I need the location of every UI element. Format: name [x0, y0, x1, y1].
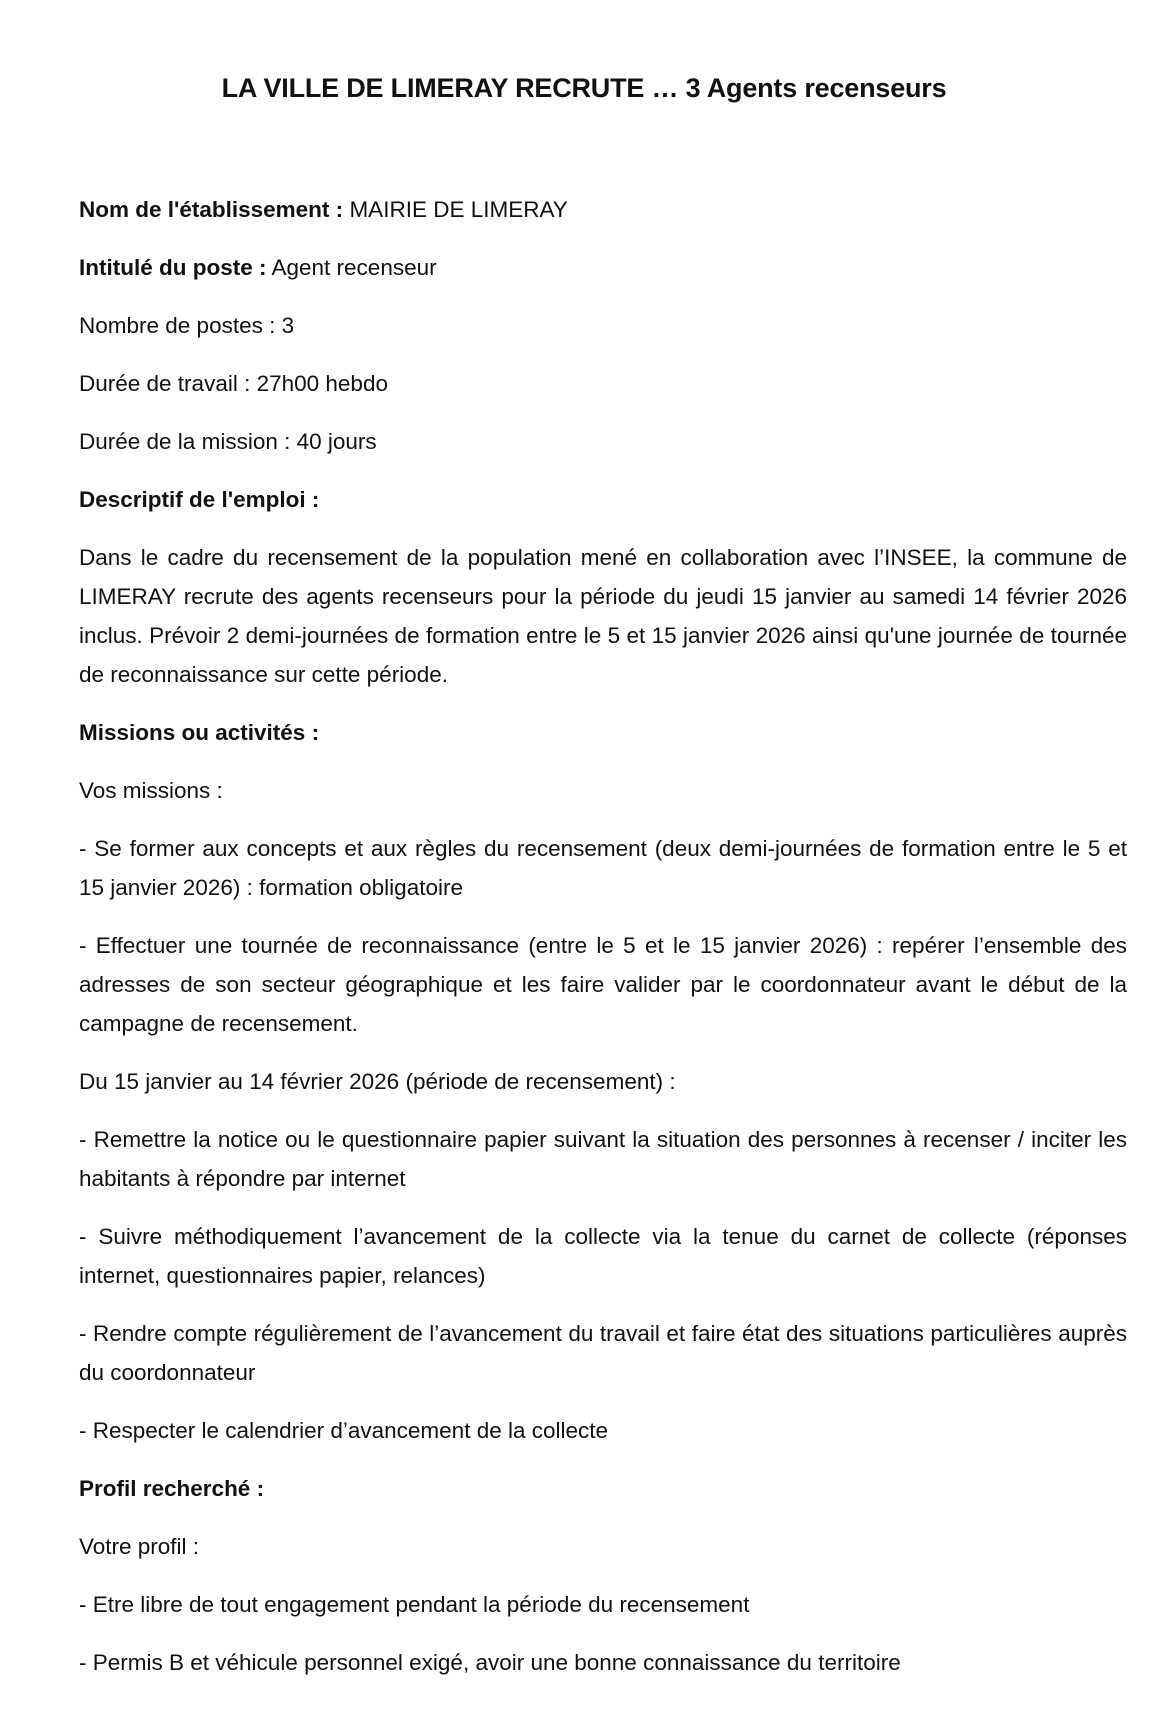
mission-item: - Effectuer une tournée de reconnaissance (entre le 5 et le 15 janvier 2026) : repérer l’ensemble des adresses de son secteur géographique et les faire valider par le coordonnateur avant le début de la campagne de recensement. — [79, 933, 1127, 1036]
field-label: Intitulé du poste : — [79, 255, 267, 280]
descriptif-paragraph: Dans le cadre du recensement de la population mené en collaboration avec l’INSEE, la commune de LIMERAY recrute des agents recenseurs pour la période du jeudi 15 janvier au samedi 14 février 2026 inclus. Prévoir 2 demi-journées de formation entre le 5 et 15 janvier 2026 ainsi qu'une journée de tournée de reconnaissance sur cette période. — [79, 545, 1127, 687]
mission-item: - Suivre méthodiquement l’avancement de la collecte via la tenue du carnet de collecte (réponses internet, questionnaires papier, relances) — [79, 1224, 1127, 1288]
field-nombre-postes: Nombre de postes : 3 — [79, 313, 295, 338]
missions-period: Du 15 janvier au 14 février 2026 (période de recensement) : — [79, 1069, 676, 1094]
section-heading-descriptif: Descriptif de l'emploi : — [79, 487, 320, 512]
field-value: Agent recenseur — [271, 255, 437, 280]
profil-intro: Votre profil : — [79, 1534, 200, 1559]
field-duree-mission: Durée de la mission : 40 jours — [79, 429, 377, 454]
section-heading-missions: Missions ou activités : — [79, 720, 320, 745]
field-value: MAIRIE DE LIMERAY — [349, 197, 568, 222]
mission-item: - Remettre la notice ou le questionnaire papier suivant la situation des personnes à recenser / inciter les habitants à répondre par internet — [79, 1127, 1127, 1191]
field-label: Nom de l'établissement : — [79, 197, 344, 222]
mission-item: - Rendre compte régulièrement de l’avancement du travail et faire état des situations particulières auprès du coordonnateur — [79, 1321, 1127, 1385]
mission-item: - Respecter le calendrier d’avancement de la collecte — [79, 1418, 609, 1443]
profil-item: - Permis B et véhicule personnel exigé, avoir une bonne connaissance du territoire — [79, 1650, 901, 1675]
field-duree-travail: Durée de travail : 27h00 hebdo — [79, 371, 388, 396]
missions-intro: Vos missions : — [79, 778, 223, 803]
offer-content — [79, 190, 1127, 1701]
field-etablissement — [79, 190, 1127, 229]
section-heading-profil: Profil recherché : — [79, 1476, 265, 1501]
page-title: LA VILLE DE LIMERAY RECRUTE … 3 Agents recenseurs — [221, 73, 947, 103]
field-intitule — [79, 248, 1127, 287]
profil-item: - Etre libre de tout engagement pendant la période du recensement — [79, 1592, 750, 1617]
mission-item: - Se former aux concepts et aux règles du recensement (deux demi-journées de formation entre le 5 et 15 janvier 2026) : formation obligatoire — [79, 836, 1127, 900]
